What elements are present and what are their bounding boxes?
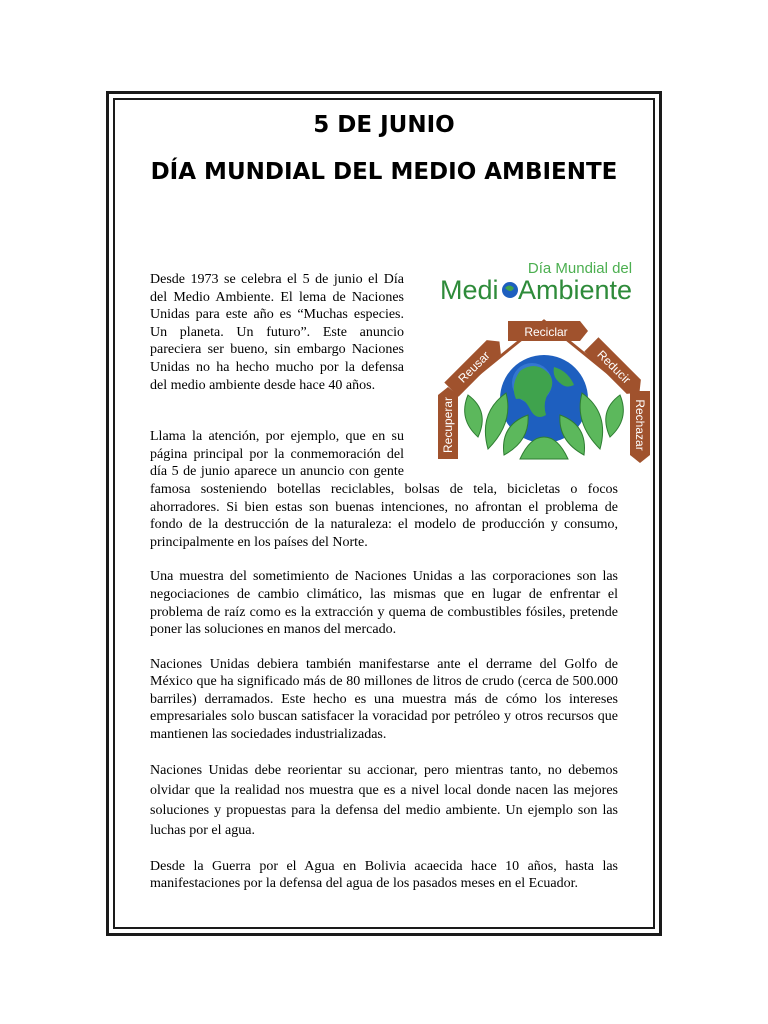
paragraph-6: Desde la Guerra por el Agua en Bolivia acaecida hace 10 años, hasta las manifestaciones por la defensa del agua de los pasados meses en el Ecuador. <box>150 858 618 892</box>
paragraph-3: Una muestra del sometimiento de Naciones Unidas a las corporaciones son las negociaciones de cambio climático, las mismas que en lugar de enfrentar el problema de raíz como es la extracción y quema de combustibles fósiles, pretende poner las soluciones en manos del mercado. <box>150 569 618 638</box>
svg-text:Reducir: Reducir <box>594 347 634 387</box>
svg-text:Rechazar: Rechazar <box>633 399 647 451</box>
paragraph-2: Llama la atención, por ejemplo, que en su página principal por la conmemoración del día 5 de junio aparece un anuncio con gente famosa sosteniendo botellas reciclables, bolsas de tela, bicicletas o focos ahorradores. Si bien estas son buenas intenciones, no afrontan el problema de fondo de la destrucción de la naturaleza: el modelo de producción y consumo, principalmente en los países del Norte. <box>150 429 618 550</box>
arrow-recuperar <box>438 387 458 459</box>
paragraph-1: Desde 1973 se celebra el 5 de junio el Día del Medio Ambiente. El lema de Naciones Unidas para este año es “Muchas especies. Un planeta. Un futuro”. Este anuncio pareciera ser bueno, sin embargo Naciones Unidas no ha hecho mucho por la defensa del medio ambiente desde hace 40 años. <box>150 272 404 393</box>
arrow-reciclar <box>508 321 588 341</box>
svg-text:Recuperar: Recuperar <box>441 396 455 454</box>
poster-line1: Día Mundial del <box>527 260 633 277</box>
poster-line2-b: Ambiente <box>518 275 633 305</box>
poster-line2-a: Medi <box>440 275 499 305</box>
paragraph-5: Naciones Unidas debe reorientar su accionar, pero mientras tanto, no debemos olvidar que la realidad nos muestra que es a nivel local donde nacen las mejores soluciones y propuestas para la defensa del medio ambiente. Un ejemplo son las luchas por el agua. <box>150 762 618 838</box>
arrow-reducir <box>584 337 646 399</box>
article-body <box>150 260 647 910</box>
svg-text:Reciclar: Reciclar <box>524 325 568 339</box>
arrow-rechazar <box>630 391 650 463</box>
environment-day-poster <box>408 259 680 467</box>
arrow-reusar <box>444 334 506 396</box>
poster-illustration <box>408 259 680 467</box>
svg-text:Reusar: Reusar <box>455 348 493 386</box>
paragraph-4: Naciones Unidas debiera también manifestarse ante el derrame del Golfo de México que ha significado más de 80 millones de litros de crudo (cerca de 500.000 barriles) derramados. Este hecho es una muestra más de cómo los intereses empresariales solo buscan satisfacer la voracidad por petróleo y otros recursos que mantienen las sociedades industrializadas. <box>150 656 618 743</box>
date-heading: 5 DE JUNIO <box>313 112 455 138</box>
page-title: DÍA MUNDIAL DEL MEDIO AMBIENTE <box>150 159 618 185</box>
